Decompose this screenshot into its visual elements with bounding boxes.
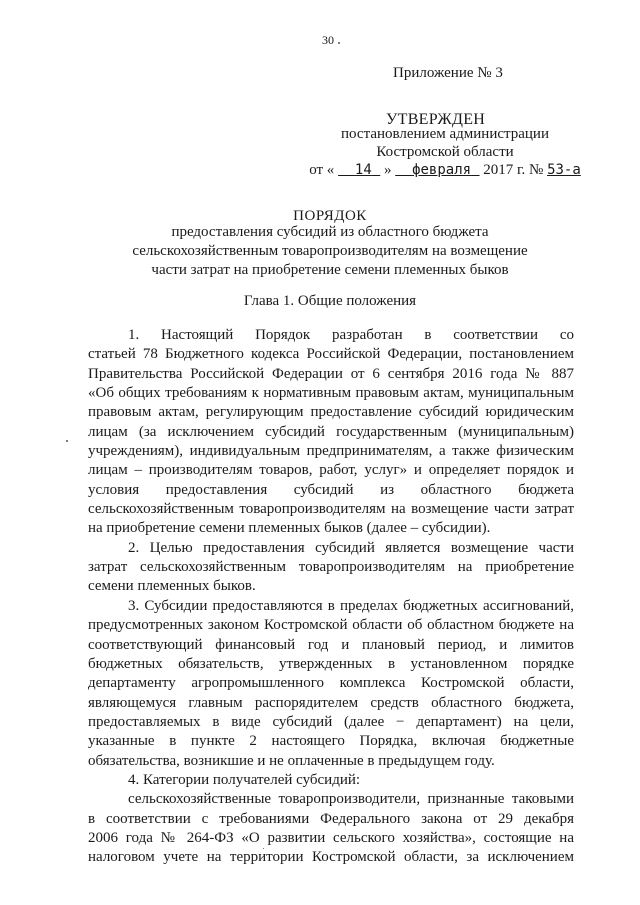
text-line: лицам – производителям товаров, работ, услуг» и определяет порядок и xyxy=(88,462,574,479)
text-line: являющемуся главным распорядителем средств областного бюджета, xyxy=(88,694,574,711)
text-line: на приобретение семени племенных быков (далее – субсидии). xyxy=(88,520,491,537)
text-line: предоставляемых в виде субсидий (далее − департамент) на цели, xyxy=(88,713,574,730)
text-line: правовым актам, регулирующим предоставление субсидий юридическим xyxy=(88,404,574,421)
text-line: сельскохозяйственным товаропроизводителям на возмещение части затрат xyxy=(88,501,574,518)
date-day: 14 xyxy=(354,162,372,178)
text-line: 4. Категории получателей субсидий: xyxy=(128,771,361,788)
paragraph-3 xyxy=(88,597,574,771)
text-line: затрат сельскохозяйственным товаропроизводителям на приобретение xyxy=(88,559,574,576)
text-line: налоговом учете на территории Костромской области, за исключением xyxy=(88,849,574,866)
subtitle-line: сельскохозяйственным товаропроизводителям на возмещение xyxy=(132,243,528,259)
text-line: статьей 78 Бюджетного кодекса Российской Федерации, постановлением xyxy=(88,346,574,363)
text-line: 1. Настоящий Порядок разработан в соответствии со xyxy=(128,327,574,343)
date-number: 53-а xyxy=(547,162,581,178)
text-line: департаменту агропромышленного комплекса Костромской области, xyxy=(88,675,574,692)
approved-heading: УТВЕРЖДЕН xyxy=(386,111,486,128)
scan-speck xyxy=(66,440,68,442)
date-year: 2017 г. № xyxy=(483,162,544,178)
paragraph-2 xyxy=(88,539,574,597)
approved-by-region: Костромской области xyxy=(376,144,514,160)
date-mid: » xyxy=(383,162,392,178)
appendix-label: Приложение № 3 xyxy=(393,65,503,81)
date-month: февраля xyxy=(412,162,472,178)
document-subtitle xyxy=(60,223,600,280)
text-line: в соответствии с требованиями Федерального закона от 29 декабря xyxy=(88,810,574,827)
text-line: учреждениям), индивидуальным предпринимателям, а также физическим xyxy=(88,443,574,460)
chapter-heading: Глава 1. Общие положения xyxy=(243,293,417,309)
subtitle-line: части затрат на приобретение семени племенных быков xyxy=(151,262,509,278)
document-body xyxy=(88,326,574,868)
text-line: 2006 года № 264-ФЗ «О развитии сельского хозяйства», состоящие на xyxy=(88,829,574,846)
text-line: указанные в пункте 2 настоящего Порядка, включая бюджетные xyxy=(88,733,574,750)
text-line: предусмотренных законом Костромской области об областном бюджете на xyxy=(88,617,574,634)
text-line: 3. Субсидии предоставляются в пределах бюджетных ассигнований, xyxy=(128,597,574,614)
text-line: бюджетных обязательств, утвержденных в установленном порядке xyxy=(88,655,574,672)
text-line: лицам (за исключением субсидий государственным (муниципальным) xyxy=(88,423,574,440)
text-line: условия предоставления субсидий из областного бюджета xyxy=(88,481,574,498)
date-prefix: от « xyxy=(309,162,335,178)
page-number: 30 xyxy=(322,33,334,47)
document-title: ПОРЯДОК xyxy=(293,208,367,224)
text-line: 2. Целью предоставления субсидий является возмещение части xyxy=(128,539,574,556)
paragraph-5 xyxy=(88,790,574,867)
scan-speck xyxy=(338,42,340,44)
approval-date-line xyxy=(300,160,590,180)
paragraph-4 xyxy=(88,771,574,790)
approved-by-line: постановлением администрации xyxy=(341,126,549,142)
text-line: Правительства Российской Федерации от 6 сентября 2016 года № 887 xyxy=(88,365,574,382)
text-line: семени племенных быков. xyxy=(88,578,256,595)
subtitle-line: предоставления субсидий из областного бюджета xyxy=(171,224,489,240)
text-line: обязательства, возникшие и не оплаченные в предыдущем году. xyxy=(88,752,495,769)
paragraph-1 xyxy=(88,326,574,539)
text-line: сельскохозяйственные товаропроизводители, признанные таковыми xyxy=(128,791,574,808)
text-line: «Об общих требованиям к нормативным правовым актам, муниципальным xyxy=(88,385,574,402)
text-line: соответствующий финансовый год и плановый период, и лимитов xyxy=(88,636,574,653)
